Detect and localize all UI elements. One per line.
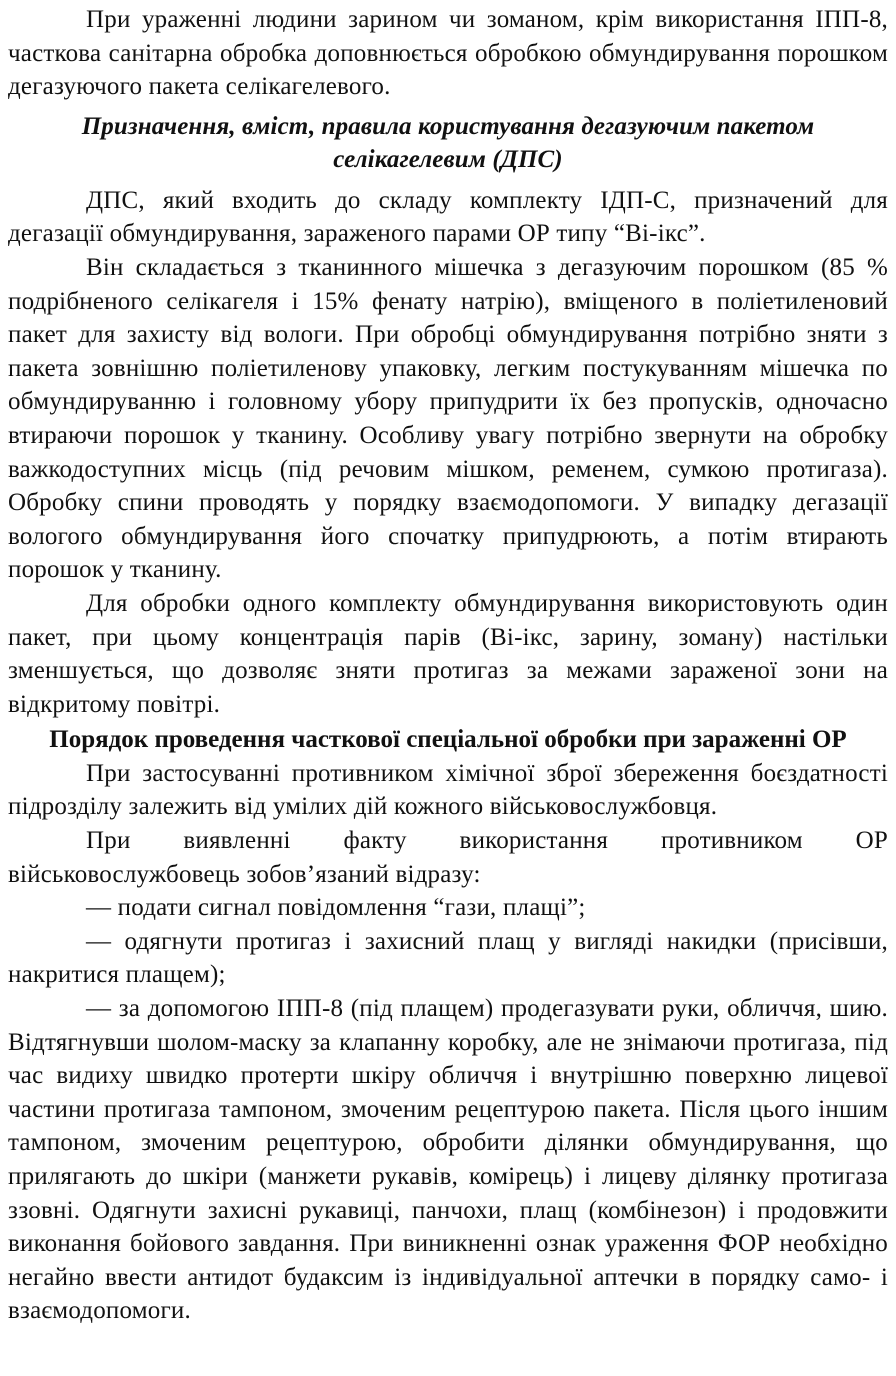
- step-signal-item: — подати сигнал повідомлення “гази, плащі”;: [86, 894, 586, 922]
- step-gasmask-item: — одягнути протигаз і захисний плащ у вигляді накидки (присівши, накритися плащем);: [8, 927, 888, 989]
- dps-usage-paragraph: Для обробки одного комплекту обмундирування використовують один пакет, при цьому концентрація парів (Ві-ікс, зарину, зоману) настільки зменшується, що дозволяє зняти протигаз за межами зараженої зони на відкритому повітрі.: [8, 589, 888, 718]
- section-heading-procedure: Порядок проведення часткової спеціальної обробки при зараженні ОР: [49, 726, 847, 754]
- step-ipp8-item: — за допомогою ІПП-8 (під плащем) продегазувати руки, обличчя, шию. Відтягнувши шолом-маску за клапанну коробку, але не знімаючи протигаза, під час видиху швидко протерти шкіру обличчя і внутрішню поверхню лицевої частини протигаза тампоном, змоченим рецептурою пакета. Після цього іншим тампоном, змоченим рецептурою, обробити ділянки обмундирування, що прилягають до шкіри (манжети рукавів, комірець) і лицеву ділянку протигаза ззовні. Одягнути захисні рукавиці, панчохи, плащ (комбінезон) і продовжити виконання бойового завдання. При виникненні ознак ураження ФОР необхідно негайно ввести антидот будаксим із індивідуальної аптечки в порядку само- і взаємодопомоги.: [8, 995, 888, 1325]
- dps-purpose-paragraph: ДПС, який входить до складу комплекту ІДП-С, призначений для дегазації обмундирування, зараженого парами ОР типу “Ві-ікс”.: [8, 186, 888, 248]
- soldier-duty-paragraph: При виявленні факту використання противником ОР військовослужбовець зобов’язаний відразу:: [8, 827, 888, 888]
- dps-contents-paragraph: Він складається з тканинного мішечка з дегазуючим порошком (85 % подрібненого селікагеля і 15% фенату натрію), вміщеного в поліетиленовий пакет для захисту від вологи. При обробці обмундирування потрібно зняти з пакета зовнішню поліетиленову упаковку, легким постукуванням мішечка по обмундируванню і головному убору припудрити їх без пропусків, одночасно втираючи порошок у тканину. Особливу увагу потрібно звернути на обробку важкодоступних місць (під речовим мішком, ременем, сумкою протигаза). Обробку спини проводять у порядку взаємодопомоги. У випадку дегазації вологого обмундирування його спочатку припудрюють, а потім втирають порошок у тканину.: [8, 253, 888, 584]
- intro-paragraph: При ураженні людини зарином чи зоманом, крім використання ІПП-8, часткова санітарна обробка доповнюється обробкою обмундирування порошком дегазуючого пакета селікагелевого.: [8, 6, 888, 101]
- section-heading-dps: Призначення, вміст, правила користування дегазуючим пакетом селікагелевим (ДПС): [81, 112, 815, 173]
- combat-readiness-paragraph: При застосуванні противником хімічної зброї збереження боєздатності підрозділу залежить від умілих дій кожного військовослужбовця.: [8, 759, 888, 821]
